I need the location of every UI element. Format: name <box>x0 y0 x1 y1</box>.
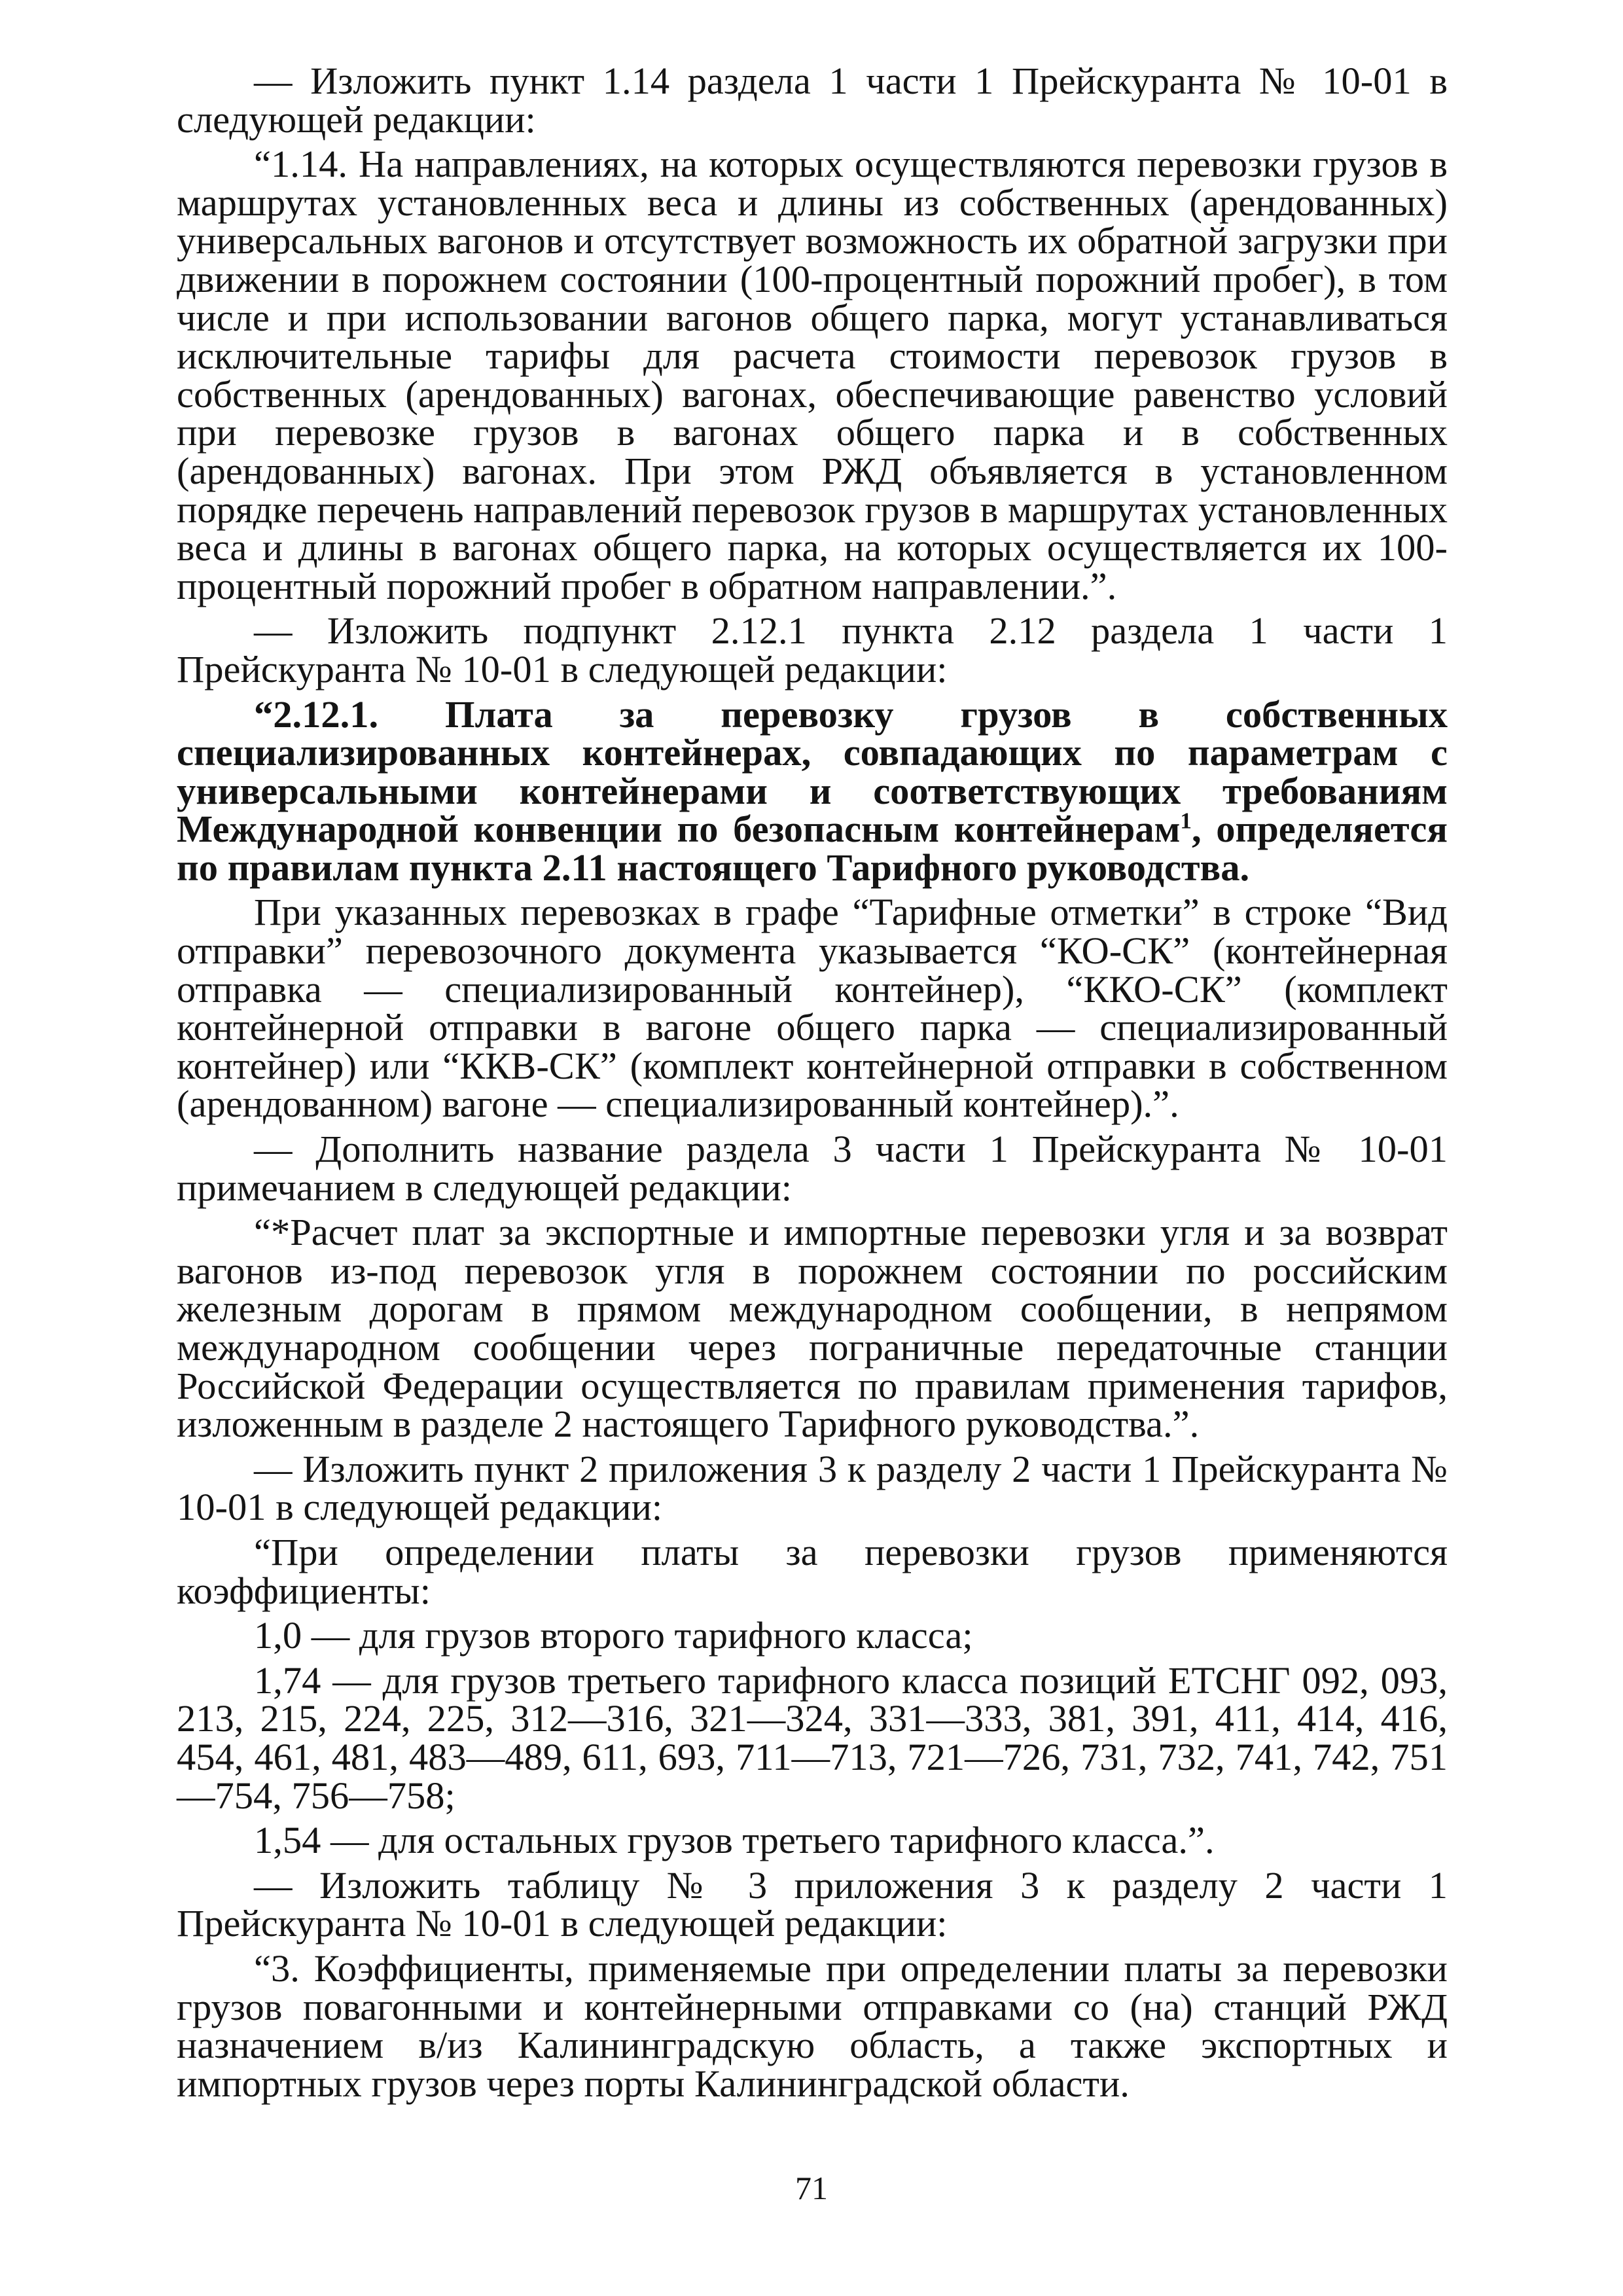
paragraph-3: — Изложить подпункт 2.12.1 пункта 2.12 раздела 1 части 1 Прейскуранта № 10-01 в следующей редакции: <box>177 609 1448 691</box>
paragraph-9: “При определении платы за перевозки грузов применяются коэффициенты: <box>177 1530 1448 1612</box>
footnote-marker: 1 <box>1180 808 1192 834</box>
document-body <box>177 62 1448 2109</box>
page-number: 71 <box>795 2170 828 2206</box>
paragraph-4-text-after: , определяется по правилам пункта 2.11 настоящего Тарифного руководства. <box>177 808 1448 889</box>
paragraph-1: — Изложить пункт 1.14 раздела 1 части 1 Прейскуранта № 10-01 в следующей редакции: <box>177 60 1448 141</box>
paragraph-8: — Изложить пункт 2 приложения 3 к разделу 2 части 1 Прейскуранта № 10-01 в следующей редакции: <box>177 1447 1448 1529</box>
paragraph-4-text-before: “2.12.1. Плата за перевозку грузов в собственных специализированных контейнерах, совпадающих по параметрам с универсальными контейнерами и соответствующих требованиям Международной конвенции по безопасным контейнерам <box>177 692 1448 851</box>
paragraph-7: “*Расчет плат за экспортные и импортные перевозки угля и за возврат вагонов из-под перевозок угля в порожнем состоянии по российским железным дорогам в прямом международном сообщении, в непрямом международном сообщении через пограничные передаточные станции Российской Федерации осуществляется по правилам применения тарифов, изложенным в разделе 2 настоящего Тарифного руководства.”. <box>177 1211 1448 1446</box>
paragraph-2: “1.14. На направлениях, на которых осуществляются перевозки грузов в маршрутах установленных веса и длины из собственных (арендованных) универсальных вагонов и отсутствует возможность их обратной загрузки при движении в порожнем состоянии (100-процентный порожний пробег), в том числе и при использовании вагонов общего парка, могут устанавливаться исключительные тарифы для расчета стоимости перевозок грузов в собственных (арендованных) вагонах, обеспечивающие равенство условий при перевозке грузов в вагонах общего парка и в собственных (арендованных) вагонах. При этом РЖД объявляется в установленном порядке перечень направлений перевозок грузов в маршрутах установленных веса и длины в вагонах общего парка, на которых осуществляется их 100-процентный порожний пробег в обратном направлении.”. <box>177 143 1448 607</box>
paragraph-13: — Изложить таблицу № 3 приложения 3 к разделу 2 части 1 Прейскуранта № 10-01 в следующей редакции: <box>177 1863 1448 1945</box>
paragraph-5: При указанных перевозках в графе “Тарифные отметки” в строке “Вид отправки” перевозочного документа указывается “КО-СК” (контейнерная отправка — специализированный контейнер), “ККО-СК” (комплект контейнерной отправки в вагоне общего парка — специализированный контейнер) или “ККВ-СК” (комплект контейнерной отправки в собственном (арендованном) вагоне — специализированный контейнер).”. <box>177 891 1448 1126</box>
paragraph-4 <box>177 692 1448 889</box>
paragraph-10: 1,0 — для грузов второго тарифного класса; <box>254 1614 973 1657</box>
paragraph-11: 1,74 — для грузов третьего тарифного класса позиций ЕТСНГ 092, 093, 213, 215, 224, 225, 312—316, 321—324, 331—333, 381, 391, 411, 414, 416, 454, 461, 481, 483—489, 611, 693, 711—713, 721—726, 731, 732, 741, 742, 751—754, 756—758; <box>177 1659 1448 1817</box>
paragraph-14: “3. Коэффициенты, применяемые при определении платы за перевозки грузов повагонными и контейнерными отправками со (на) станций РЖД назначением в/из Калининградскую область, а также экспортных и импортных грузов через порты Калининградской области. <box>177 1946 1448 2105</box>
paragraph-12: 1,54 — для остальных грузов третьего тарифного класса.”. <box>254 1819 1215 1862</box>
paragraph-6: — Дополнить название раздела 3 части 1 Прейскуранта № 10-01 примечанием в следующей редакции: <box>177 1128 1448 1209</box>
